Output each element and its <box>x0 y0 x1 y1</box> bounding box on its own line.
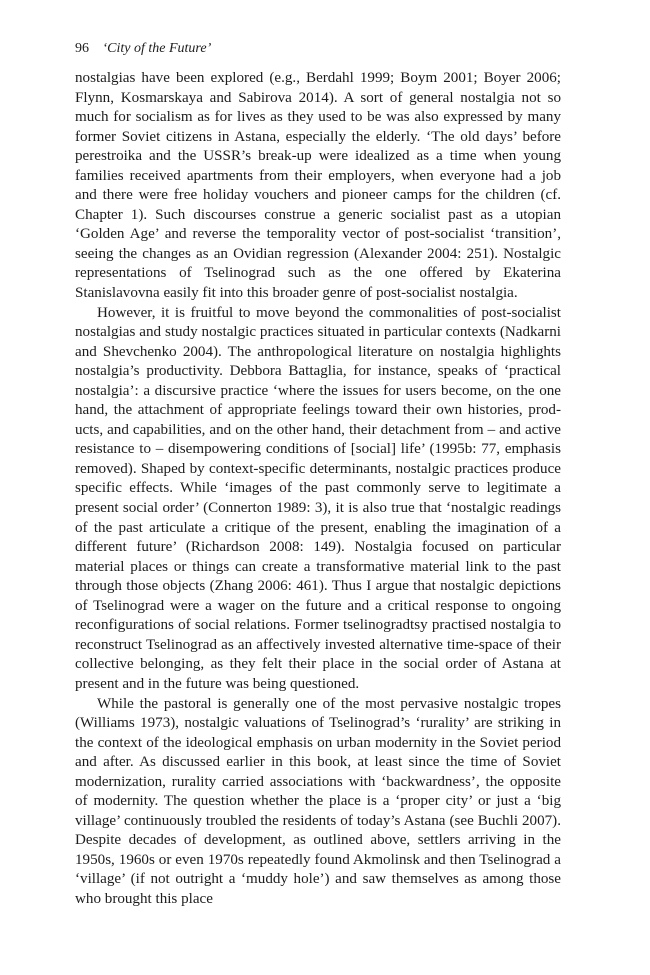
page-number: 96 <box>75 41 89 56</box>
running-title: ‘City of the Future’ <box>102 41 212 56</box>
body-text <box>75 69 561 910</box>
paragraph: While the pastoral is generally one of the most pervasive nostalgic tropes (Williams 1973), nostalgic valuations of Tselinograd’s ‘rurality’ are striking in the context of the ideological emphasis on urban modernity in the Soviet period and after. As discussed earlier in this book, at least since the time of Soviet modernization, rurality carried associations with ‘backwardness’, the opposite of modernity. The question whether the place is a ‘proper city’ or just a ‘big village’ continuously troubled the residents of today’s Astana (see Buchli 2007). Despite decades of development, as outlined above, settlers arriving in the 1950s, 1960s or even 1970s repeatedly found Akmolinsk and then Tselinograd a ‘village’ (if not outright a ‘muddy hole’) and saw themselves as among those who brought this place <box>75 695 561 907</box>
paragraph: nostalgias have been explored (e.g., Berdahl 1999; Boym 2001; Boyer 2006; Flynn, Kosmarskaya and Sabirova 2014). A sort of general nostalgia not so much for socialism as for lives as they used to be was also expressed by many former Soviet citizens in Astana, especially the elderly. ‘The old days’ before perestroika and the USSR’s break-up were idealized as a time when young families received apartments from their employers, when everyone had a job and there were free holiday vouchers and pioneer camps for the children (cf. Chapter 1). Such discourses construe a generic socialist past as a utopian ‘Golden Age’ and reverse the temporality vector of post-socialist ‘transition’, seeing the changes as an Ovidian regression (Alexander 2004: 251). Nostalgic representations of Tselinograd such as the one offered by Ekaterina Stanislavovna easily fit into this broader genre of post-socialist nostalgia. <box>75 70 561 302</box>
running-header <box>75 40 211 58</box>
paragraph: However, it is fruitful to move beyond the commonalities of post-socialist nostalgias and study nostalgic practices situated in particular contexts (Nadkarni and Shevchenko 2004). The anthropological literature on nostalgia highlights nostalgia’s productivity. Debbora Battaglia, for instance, speaks of ‘practical nostalgia’: a discursive practice ‘where the issues for users become, on the one hand, the attachment of appropriate feelings toward their own histories, products, and capabilities, and on the other hand, their detachment from – and active resistance to – disempowering conditions of [social] life’ (1995b: 77, emphasis removed). Shaped by context-specific determinants, nostalgic practices produce specific effects. While ‘images of the past commonly serve to legitimate a present social order’ (Connerton 1989: 3), it is also true that ‘nostalgic readings of the past articulate a critique of the present, enabling the imagination of a different future’ (Richardson 2008: 149). Nostalgia focused on particular material places or things can create a transformative material link to the past through those objects (Zhang 2006: 461). Thus I argue that nostalgic depictions of Tselinograd were a wager on the future and a critical response to ongoing reconfigurations of social relations. Former tselinogradtsy practised nostalgia to reconstruct Tselinograd as an affectively invested alternative time-space of their collective belonging, as they felt their place in the social order of Astana at present and in the future was being questioned. <box>75 304 561 692</box>
